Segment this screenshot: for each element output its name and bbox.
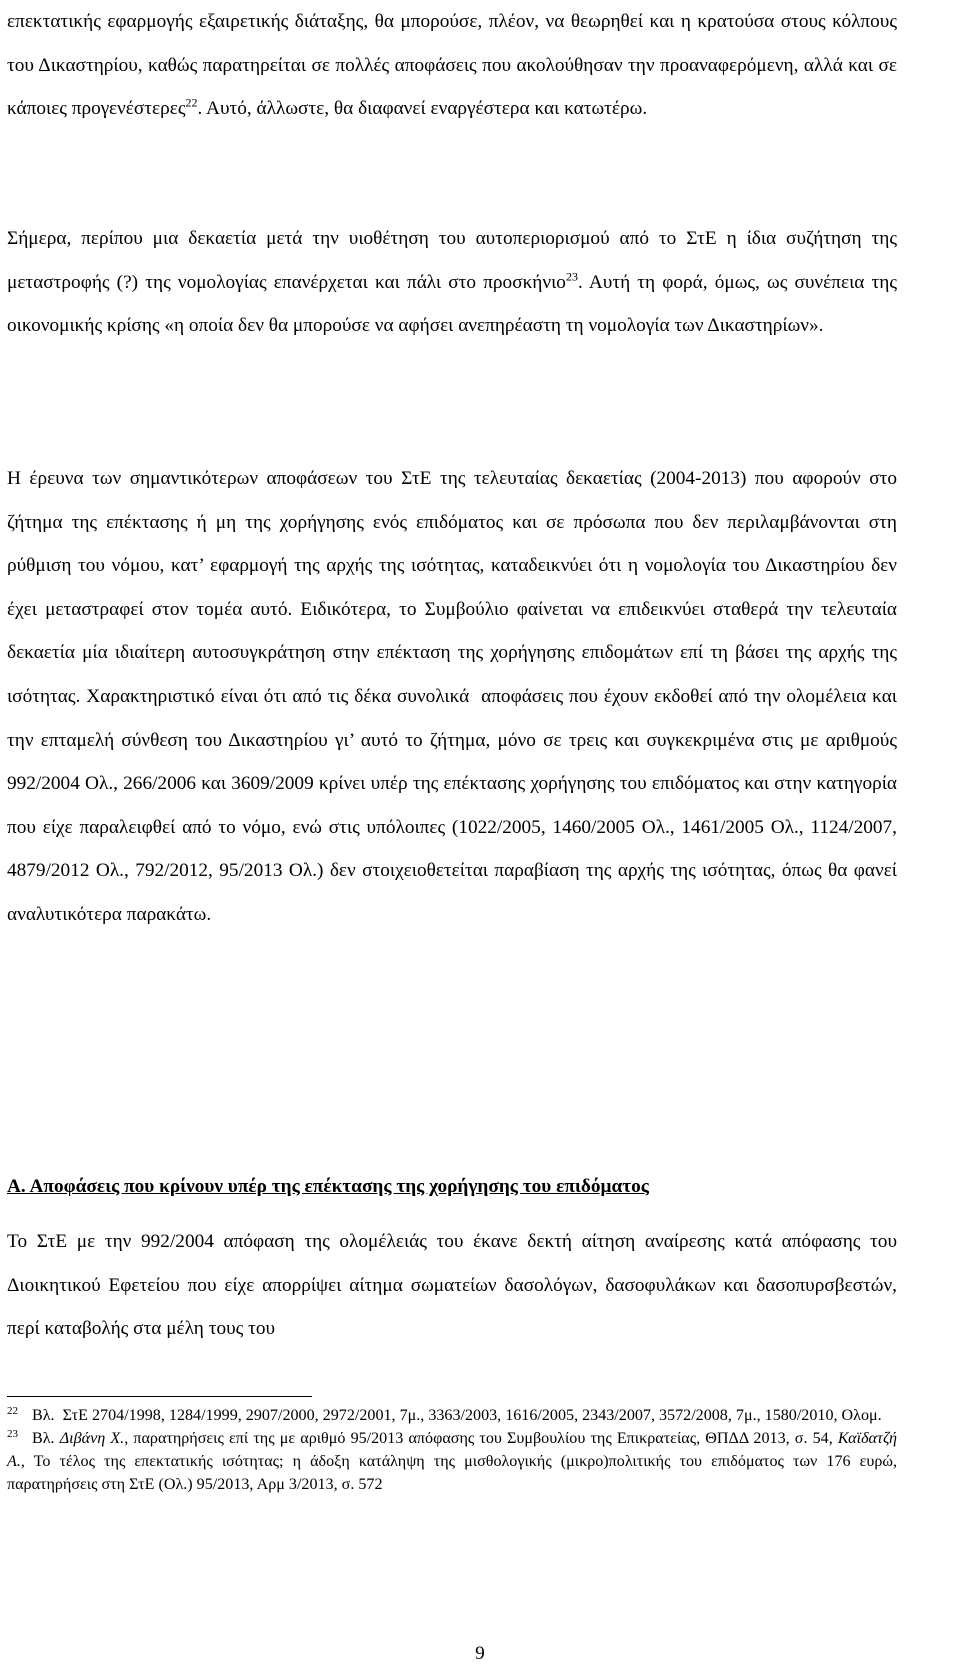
footnote-23-text-c: , Το τέλος της επεκτατικής ισότητας; η άδοξη κατάληψη της μισθολογικής (μικρο)πολιτικής του επιδόματος των 176 ευρώ, παρατηρήσεις στη ΣτΕ (Ολ.) 95/2013, Αρμ 3/2013, σ. 572 [7,1453,902,1493]
paragraph-3 [7,457,902,937]
footnote-separator [7,1396,312,1397]
footnote-23-text-b: , παρατηρήσεις επί της με αριθμό 95/2013 απόφασης του Συμβουλίου της Επικρατείας, ΘΠΔΔ 2013, σ. 54, [124,1430,838,1447]
footnote-23-text-a: Βλ. [32,1430,60,1447]
paragraph-4-text: Το ΣτΕ με την 992/2004 απόφαση της ολομέλειάς του έκανε δεκτή αίτηση αναίρεσης κατά απόφασης του Διοικητικού Εφετείου που είχε απορρίψει αίτημα σωματείων δασολόγων, δασοφυλάκων και δασοπυρσβεστών, περί καταβολής στα μέλη τους του [7,1231,902,1340]
paragraph-4 [7,1220,902,1351]
paragraph-1 [7,0,902,131]
paragraph-2-text: Σήμερα, περίπου μια δεκαετία μετά την υιοθέτηση του αυτοπεριορισμού από το ΣτΕ η ίδια συζήτηση της μεταστροφής (?) της νομολογίας επανέρχεται και πάλι στο προσκήνιο [7,228,902,293]
page-number: 9 [475,1643,485,1664]
footnotes [7,1404,902,1496]
paragraph-2 [7,217,902,348]
footnote-23 [7,1427,902,1496]
footnote-23-author-2: Καϊδατζή Α. [7,1430,901,1470]
footnote-ref-23[interactable]: 23 [565,269,578,284]
paragraph-1-end: . Αυτό, άλλωστε, θα διαφανεί εναργέστερα και κατωτέρω. [197,98,648,120]
footnote-ref-22[interactable]: 22 [185,95,198,110]
footnote-22 [7,1404,897,1427]
paragraph-2-end: . Αυτή τη φορά, όμως, ως συνέπεια της οικονομικής κρίσης «η οποία δεν θα μπορούσε να αφήσει ανεπηρέαστη τη νομολογία των Δικαστηρίων». [7,271,902,337]
footnote-23-author-1: Διβάνη Χ. [59,1430,125,1447]
footnote-22-text: Βλ. ΣτΕ 2704/1998, 1284/1999, 2907/2000, 2972/2001, 7μ., 3363/2003, 1616/2005, 2343/2007, 3572/2008, 7μ., 1580/2010, Ολομ. [32,1407,882,1424]
section-heading-text: Α. Αποφάσεις που κρίνουν υπέρ της επέκτασης της χορήγησης του επιδόματος [7,1176,649,1197]
paragraph-3-text: Η έρευνα των σημαντικότερων αποφάσεων του ΣτΕ της τελευταίας δεκαετίας (2004-2013) που αφορούν στο ζήτημα της επέκτασης ή μη της χορήγησης ενός επιδόματος και σε πρόσωπα που δεν περιλαμβάνονται στη ρύθμιση του νόμου, κατ’ εφαρμογή της αρχής της ισότητας, καταδεικνύει ότι η νομολογία του Δικαστηρίου δεν έχει μεταστραφεί στον τομέα αυτό. Ειδικότερα, το Συμβούλιο φαίνεται να επιδεικνύει σταθερά την τελευταία δεκαετία μία ιδιαίτερη αυτοσυγκράτηση στην επέκταση της χορήγησης επιδομάτων επί τη βάσει της αρχής της ισότητας. Χαρακτηριστικό είναι ότι από τις δέκα συνολικά αποφάσεις που έχουν εκδοθεί από την ολομέλεια και την επταμελή σύνθεση του Δικαστηρίου γι’ αυτό το ζήτημα, μόνο σε τρεις και συγκεκριμένα στις με αριθμούς 992/2004 Ολ., 266/2006 και 3609/2009 κρίνει υπέρ της επέκτασης χορήγησης του επιδόματος και στην κατηγορία που είχε παραλειφθεί από το νόμο, ενώ στις υπόλοιπες (1022/2005, 1460/2005 Ολ., 1461/2005 Ολ., 1124/2007, 4879/2012 Ολ., 792/2012, 95/2013 Ολ.) δεν στοιχειοθετείται παραβίαση της αρχής της ισότητας, όπως θα φανεί αναλυτικότερα παρακάτω. [7,468,902,925]
footnote-22-number: 22 [7,1404,18,1417]
footnote-23-number: 23 [7,1427,18,1440]
paragraph-1-text: επεκτατικής εφαρμογής εξαιρετικής διάταξης, θα μπορούσε, πλέον, να θεωρηθεί και η κρατούσα στους κόλπους του Δικαστηρίου, καθώς παρατηρείται σε πολλές αποφάσεις που ακολούθησαν την προαναφερόμενη, αλλά και σε κάποιες προγενέστερες [7,11,902,120]
section-heading [7,1174,897,1200]
